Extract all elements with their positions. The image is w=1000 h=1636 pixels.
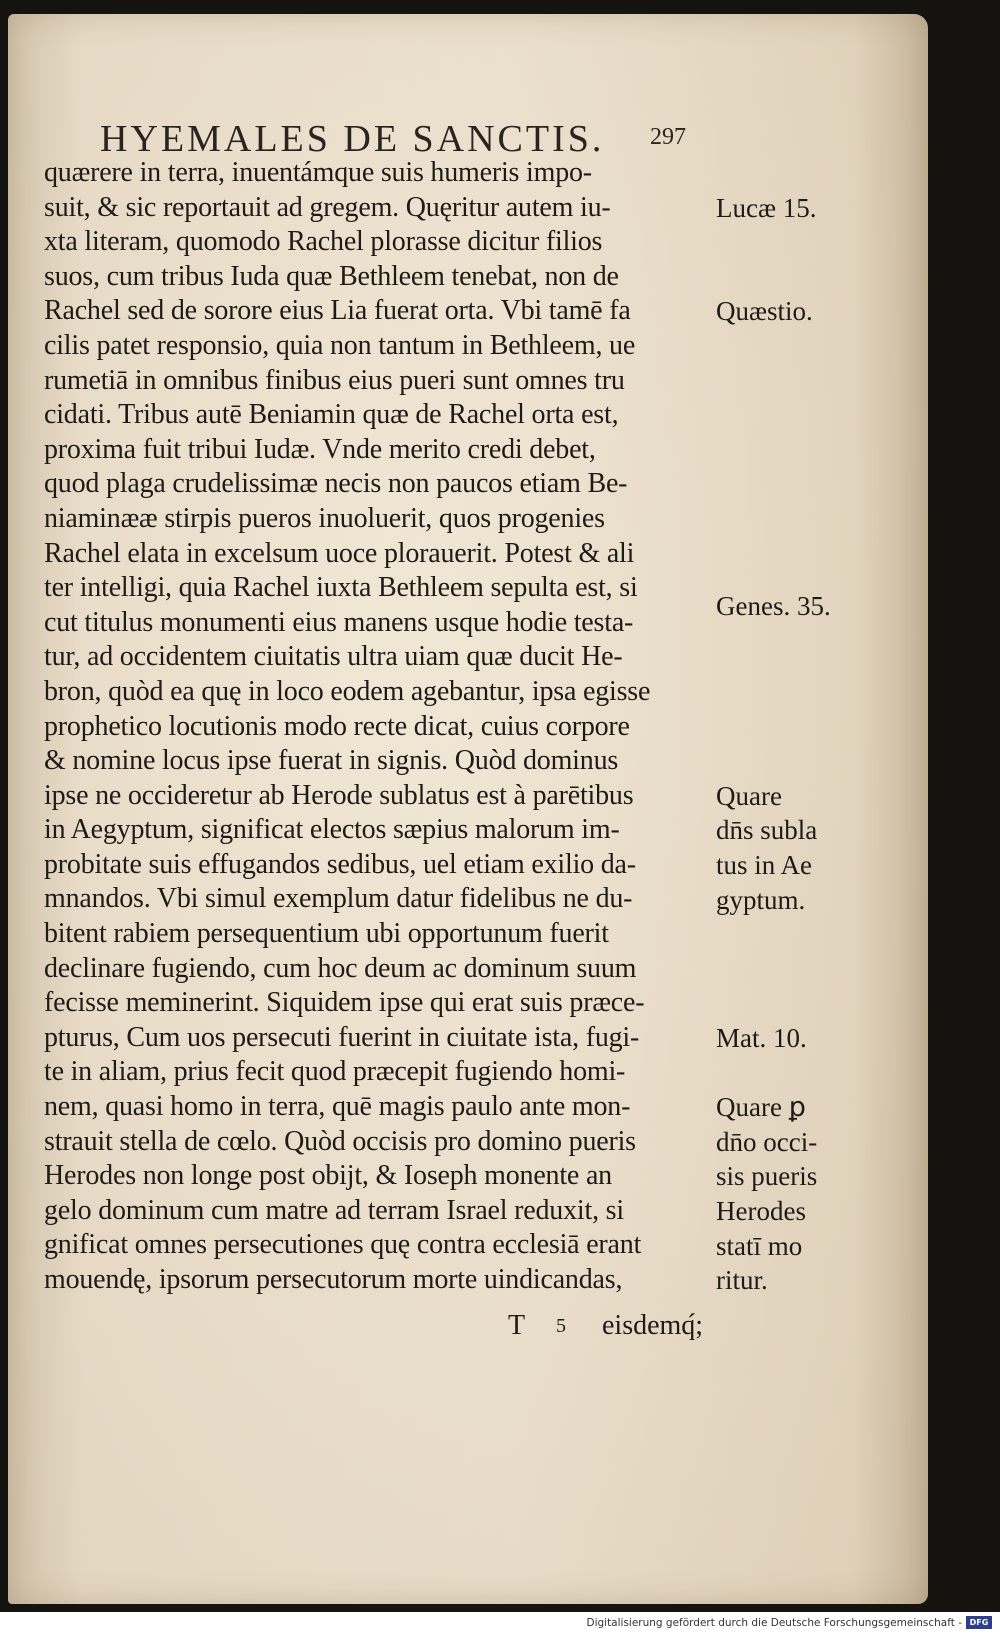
text-line: gnificat omnes persecutiones quę contra ecclesiā erant	[44, 1229, 642, 1261]
text-line: Rachel sed de sorore eius Lia fuerat orta. Vbi tamē fa	[44, 295, 631, 327]
text-line: Rachel elata in excelsum uoce plorauerit. Potest & ali	[44, 537, 635, 569]
text-line: xta literam, quomodo Rachel plorasse dicitur filios	[44, 226, 603, 258]
margin-note: tus in Ae	[716, 850, 813, 880]
text-line: & nomine locus ipse fuerat in signis. Quòd dominus	[44, 745, 619, 777]
margin-note: gyptum.	[716, 884, 806, 915]
text-line: cut titulus monumenti eius manens usque hodie testa-	[44, 606, 634, 638]
body-text	[44, 156, 724, 1298]
margin-note: Genes. 35.	[716, 590, 831, 621]
margin-note: Quare	[716, 780, 782, 811]
text-line: bitent rabiem persequentium ubi opportunum fuerit	[44, 918, 609, 950]
margin-note: Herodes	[716, 1196, 806, 1226]
margin-note: Quæstio.	[716, 296, 813, 327]
margin-note: statī mo	[716, 1230, 803, 1261]
text-line: niaminææ stirpis pueros inuoluerit, quos progenies	[44, 502, 605, 534]
text-line: Herodes non longe post obijt, & Ioseph monente an	[44, 1160, 612, 1192]
margin-note: Quare ꝑ	[716, 1092, 806, 1123]
text-line: ter intelligi, quia Rachel iuxta Bethleem sepulta est, si	[44, 572, 638, 604]
text-line: quærere in terra, inuentámque suis humeris impo-	[44, 157, 592, 188]
text-line: bron, quòd ea quę in loco eodem agebantur, ipsa egisse	[44, 675, 651, 707]
text-line: cidati. Tribus autē Beniamin quæ de Rachel orta est,	[44, 399, 619, 431]
folio-number: 297	[650, 124, 686, 150]
dfg-logo-icon: DFG	[966, 1616, 992, 1629]
margin-note: dn̄s subla	[716, 815, 818, 846]
margin-note: Mat. 10.	[716, 1023, 807, 1053]
text-line: declinare fugiendo, cum hoc deum ac dominum suum	[44, 952, 637, 984]
margin-note: dn̄o occi-	[716, 1126, 818, 1157]
digitization-footer	[0, 1612, 1000, 1636]
text-line: fecisse meminerint. Siquidem ipse qui erat suis præce-	[44, 987, 645, 1019]
text-line: tur, ad occidentem ciuitatis ultra uiam quæ ducit He-	[44, 641, 623, 673]
signature-number: 5	[556, 1315, 566, 1337]
book-page	[8, 14, 928, 1604]
text-line: in Aegyptum, significat electos sæpius malorum im-	[44, 814, 620, 846]
text-line: suit, & sic reportauit ad gregem. Quęritur autem iu-	[44, 191, 611, 223]
text-line: rumetiā in omnibus finibus eius pueri sunt omnes tru	[44, 364, 625, 396]
text-line: ipse ne occideretur ab Herode sublatus est à parētibus	[44, 779, 634, 811]
signature-mark: T	[508, 1310, 526, 1341]
running-head: HYEMALES DE SANCTIS.	[100, 118, 605, 160]
text-line: strauit stella de cœlo. Quòd occisis pro domino pueris	[44, 1125, 636, 1157]
margin-note: ritur.	[716, 1265, 768, 1296]
margin-note: sis pueris	[716, 1161, 818, 1192]
text-line: prophetico locutionis modo recte dicat, cuius corpore	[44, 710, 630, 742]
text-line: suos, cum tribus Iuda quæ Bethleem tenebat, non de	[44, 260, 619, 292]
text-line: te in aliam, prius fecit quod præcepit fugiendo homi-	[44, 1056, 626, 1088]
margin-note: Lucæ 15.	[716, 192, 817, 223]
text-line: mouendę, ipsorum persecutorum morte uindicandas,	[44, 1264, 623, 1295]
text-line: pturus, Cum uos persecuti fuerint in ciuitate ista, fugi-	[44, 1021, 640, 1053]
text-line: mnandos. Vbi simul exemplum datur fidelibus ne du-	[44, 883, 633, 915]
text-line: nem, quasi homo in terra, quē magis paulo ante mon-	[44, 1091, 631, 1123]
catchword: eisdemq́;	[602, 1310, 704, 1341]
text-line: quod plaga crudelissimæ necis non paucos etiam Be-	[44, 468, 628, 500]
footer-credit: Digitalisierung gefördert durch die Deutsche Forschungsgemeinschaft -	[586, 1617, 962, 1629]
text-line: probitate suis effugandos sedibus, uel etiam exilio da-	[44, 848, 636, 880]
text-line: gelo dominum cum matre ad terram Israel reduxit, si	[44, 1194, 624, 1226]
text-line: proxima fuit tribui Iudæ. Vnde merito credi debet,	[44, 433, 596, 465]
text-line: cilis patet responsio, quia non tantum in Bethleem, ue	[44, 329, 636, 361]
